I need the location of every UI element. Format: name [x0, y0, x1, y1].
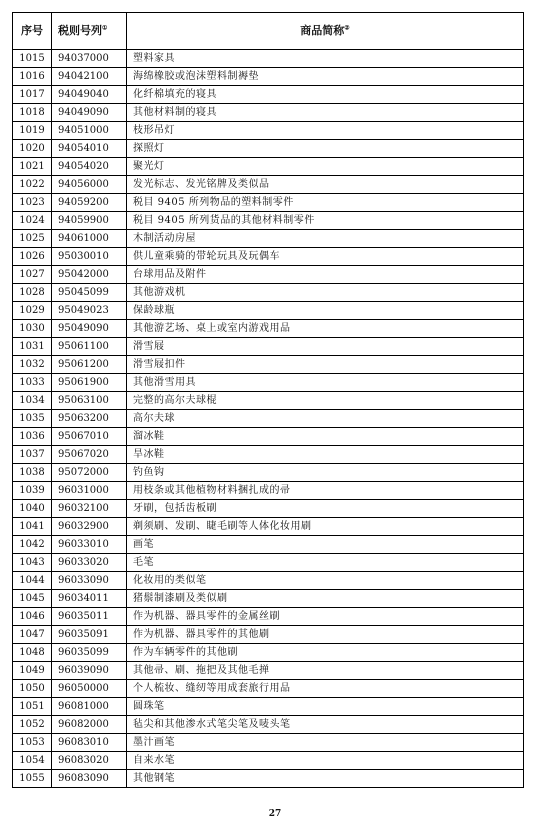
row-seq-cell: 1051 [13, 698, 52, 716]
table-row [13, 86, 524, 104]
row-seq-cell: 1050 [13, 680, 52, 698]
row-code-cell: 94059200 [52, 194, 127, 212]
row-name-cell: 画笔 [127, 536, 524, 554]
table-row [13, 536, 524, 554]
table-row [13, 176, 524, 194]
row-name-cell: 台球用品及附件 [127, 266, 524, 284]
header-seq [13, 13, 52, 50]
row-name-cell: 塑料家具 [127, 50, 524, 68]
row-name-cell: 个人梳妆、缝纫等用成套旅行用品 [127, 680, 524, 698]
row-seq-cell: 1047 [13, 626, 52, 644]
row-code-cell: 96033020 [52, 554, 127, 572]
row-code-cell: 95072000 [52, 464, 127, 482]
row-seq-cell: 1054 [13, 752, 52, 770]
row-code-cell: 96082000 [52, 716, 127, 734]
table-row [13, 464, 524, 482]
table-row [13, 608, 524, 626]
row-seq-cell: 1053 [13, 734, 52, 752]
row-seq-cell: 1028 [13, 284, 52, 302]
table-row [13, 158, 524, 176]
table-row [13, 320, 524, 338]
row-name-cell: 剃须刷、发刷、睫毛刷等人体化妆用刷 [127, 518, 524, 536]
row-code-cell: 95067010 [52, 428, 127, 446]
row-name-cell: 木制活动房屋 [127, 230, 524, 248]
row-name-cell: 保龄球瓶 [127, 302, 524, 320]
table-row [13, 266, 524, 284]
row-seq-cell: 1038 [13, 464, 52, 482]
header-name-label: 商品简称 [300, 24, 345, 37]
table-row [13, 590, 524, 608]
row-name-cell: 作为机器、器具零件的其他刷 [127, 626, 524, 644]
table-row [13, 212, 524, 230]
row-seq-cell: 1037 [13, 446, 52, 464]
row-code-cell: 95061200 [52, 356, 127, 374]
row-seq-cell: 1032 [13, 356, 52, 374]
table-row [13, 446, 524, 464]
header-name [127, 13, 524, 50]
row-name-cell: 作为机器、器具零件的金属丝刷 [127, 608, 524, 626]
row-code-cell: 96083090 [52, 770, 127, 788]
table-row [13, 50, 524, 68]
row-code-cell: 95049023 [52, 302, 127, 320]
row-code-cell: 96035011 [52, 608, 127, 626]
table-row [13, 392, 524, 410]
row-name-cell: 滑雪屐 [127, 338, 524, 356]
table-row [13, 734, 524, 752]
row-seq-cell: 1025 [13, 230, 52, 248]
row-code-cell: 96083010 [52, 734, 127, 752]
row-seq-cell: 1033 [13, 374, 52, 392]
row-seq-cell: 1027 [13, 266, 52, 284]
row-code-cell: 95030010 [52, 248, 127, 266]
header-row [13, 13, 524, 50]
row-code-cell: 95049090 [52, 320, 127, 338]
row-name-cell: 完整的高尔夫球棍 [127, 392, 524, 410]
row-name-cell: 供儿童乘骑的带轮玩具及玩偶车 [127, 248, 524, 266]
table-row [13, 680, 524, 698]
row-code-cell: 96031000 [52, 482, 127, 500]
row-seq-cell: 1048 [13, 644, 52, 662]
table-row [13, 554, 524, 572]
row-name-cell: 毛笔 [127, 554, 524, 572]
row-name-cell: 探照灯 [127, 140, 524, 158]
table-row [13, 140, 524, 158]
row-code-cell: 96034011 [52, 590, 127, 608]
table-row [13, 716, 524, 734]
header-code-footnote-mark: ① [102, 24, 108, 32]
row-code-cell: 94061000 [52, 230, 127, 248]
table-row [13, 194, 524, 212]
row-code-cell: 96035099 [52, 644, 127, 662]
table-row [13, 518, 524, 536]
table-row [13, 482, 524, 500]
row-seq-cell: 1022 [13, 176, 52, 194]
row-code-cell: 96032900 [52, 518, 127, 536]
row-name-cell: 其他游艺场、桌上或室内游戏用品 [127, 320, 524, 338]
row-name-cell: 猪鬃制漆刷及类似刷 [127, 590, 524, 608]
row-seq-cell: 1055 [13, 770, 52, 788]
row-seq-cell: 1026 [13, 248, 52, 266]
row-name-cell: 自来水笔 [127, 752, 524, 770]
row-seq-cell: 1021 [13, 158, 52, 176]
row-name-cell: 海绵橡胶或泡沫塑料制褥垫 [127, 68, 524, 86]
row-code-cell: 95061100 [52, 338, 127, 356]
row-name-cell: 其他帚、刷、拖把及其他毛掸 [127, 662, 524, 680]
table-row [13, 248, 524, 266]
row-seq-cell: 1042 [13, 536, 52, 554]
row-name-cell: 作为车辆零件的其他刷 [127, 644, 524, 662]
table-row [13, 104, 524, 122]
row-name-cell: 化妆用的类似笔 [127, 572, 524, 590]
row-code-cell: 95042000 [52, 266, 127, 284]
row-name-cell: 滑雪屐扣件 [127, 356, 524, 374]
row-code-cell: 95067020 [52, 446, 127, 464]
row-seq-cell: 1040 [13, 500, 52, 518]
table-row [13, 302, 524, 320]
row-seq-cell: 1030 [13, 320, 52, 338]
row-code-cell: 96033090 [52, 572, 127, 590]
table-row [13, 284, 524, 302]
row-name-cell: 其他滑雪用具 [127, 374, 524, 392]
row-seq-cell: 1018 [13, 104, 52, 122]
row-code-cell: 96035091 [52, 626, 127, 644]
row-seq-cell: 1046 [13, 608, 52, 626]
table-row [13, 752, 524, 770]
row-code-cell: 95063100 [52, 392, 127, 410]
row-code-cell: 94054010 [52, 140, 127, 158]
table-row [13, 644, 524, 662]
table-row [13, 572, 524, 590]
table-row [13, 68, 524, 86]
row-name-cell: 用枝条或其他植物材料捆扎成的帚 [127, 482, 524, 500]
row-name-cell: 其他材料制的寝具 [127, 104, 524, 122]
row-seq-cell: 1052 [13, 716, 52, 734]
table-row [13, 338, 524, 356]
row-name-cell: 钓鱼钩 [127, 464, 524, 482]
row-seq-cell: 1020 [13, 140, 52, 158]
row-name-cell: 枝形吊灯 [127, 122, 524, 140]
tariff-table [12, 12, 524, 788]
row-seq-cell: 1041 [13, 518, 52, 536]
row-code-cell: 94051000 [52, 122, 127, 140]
row-name-cell: 毡尖和其他渗水式笔尖笔及唛头笔 [127, 716, 524, 734]
table-body [13, 50, 524, 788]
table-row [13, 428, 524, 446]
row-name-cell: 发光标志、发光铭牌及类似品 [127, 176, 524, 194]
row-seq-cell: 1045 [13, 590, 52, 608]
table-row [13, 698, 524, 716]
row-seq-cell: 1029 [13, 302, 52, 320]
table-row [13, 626, 524, 644]
row-name-cell: 牙刷，包括齿板刷 [127, 500, 524, 518]
row-name-cell: 圆珠笔 [127, 698, 524, 716]
row-seq-cell: 1016 [13, 68, 52, 86]
row-code-cell: 96050000 [52, 680, 127, 698]
row-name-cell: 税目 9405 所列货品的其他材料制零件 [127, 212, 524, 230]
page-number: 27 [268, 809, 282, 819]
row-code-cell: 96039090 [52, 662, 127, 680]
row-seq-cell: 1036 [13, 428, 52, 446]
row-code-cell: 95045099 [52, 284, 127, 302]
row-name-cell: 溜冰鞋 [127, 428, 524, 446]
table-row [13, 410, 524, 428]
row-name-cell: 其他钢笔 [127, 770, 524, 788]
row-code-cell: 94056000 [52, 176, 127, 194]
row-code-cell: 94049040 [52, 86, 127, 104]
row-seq-cell: 1035 [13, 410, 52, 428]
row-seq-cell: 1044 [13, 572, 52, 590]
row-code-cell: 94042100 [52, 68, 127, 86]
row-code-cell: 96032100 [52, 500, 127, 518]
row-name-cell: 旱冰鞋 [127, 446, 524, 464]
row-name-cell: 化纤棉填充的寝具 [127, 86, 524, 104]
row-seq-cell: 1024 [13, 212, 52, 230]
row-name-cell: 税目 9405 所列物品的塑料制零件 [127, 194, 524, 212]
row-code-cell: 96081000 [52, 698, 127, 716]
table-header [13, 13, 524, 50]
document-page [12, 12, 524, 788]
header-name-footnote-mark: ② [344, 24, 350, 32]
row-code-cell: 94049090 [52, 104, 127, 122]
row-name-cell: 聚光灯 [127, 158, 524, 176]
row-code-cell: 96083020 [52, 752, 127, 770]
row-code-cell: 95063200 [52, 410, 127, 428]
row-code-cell: 94054020 [52, 158, 127, 176]
row-code-cell: 95061900 [52, 374, 127, 392]
row-seq-cell: 1049 [13, 662, 52, 680]
table-row [13, 500, 524, 518]
row-seq-cell: 1039 [13, 482, 52, 500]
row-name-cell: 墨汁画笔 [127, 734, 524, 752]
header-seq-label: 序号 [21, 24, 43, 37]
row-code-cell: 96033010 [52, 536, 127, 554]
table-row [13, 770, 524, 788]
row-code-cell: 94059900 [52, 212, 127, 230]
header-code [52, 13, 127, 50]
row-seq-cell: 1031 [13, 338, 52, 356]
row-seq-cell: 1034 [13, 392, 52, 410]
row-seq-cell: 1043 [13, 554, 52, 572]
row-code-cell: 94037000 [52, 50, 127, 68]
table-row [13, 662, 524, 680]
row-seq-cell: 1015 [13, 50, 52, 68]
table-row [13, 374, 524, 392]
table-row [13, 356, 524, 374]
header-code-label: 税则号列 [58, 24, 102, 37]
row-seq-cell: 1019 [13, 122, 52, 140]
row-name-cell: 高尔夫球 [127, 410, 524, 428]
table-row [13, 230, 524, 248]
row-seq-cell: 1023 [13, 194, 52, 212]
row-name-cell: 其他游戏机 [127, 284, 524, 302]
table-row [13, 122, 524, 140]
row-seq-cell: 1017 [13, 86, 52, 104]
